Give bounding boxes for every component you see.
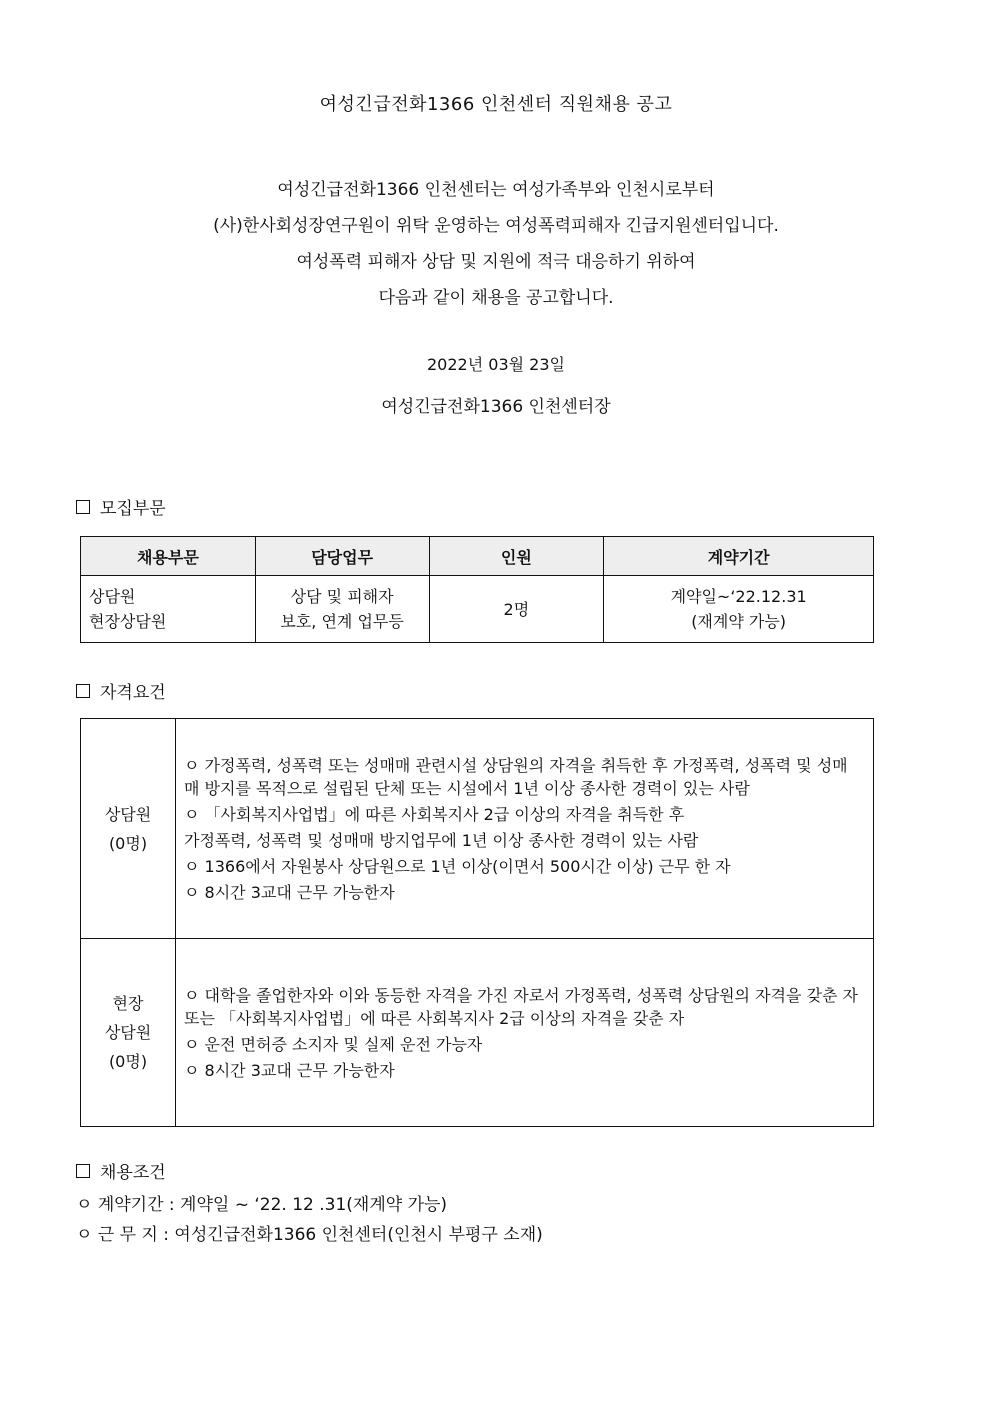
requirement-item: ㅇ 8시간 3교대 근무 가능한자 [184, 882, 395, 902]
square-bullet-icon [76, 1164, 90, 1178]
requirement-item: ㅇ 운전 면허증 소지자 및 실제 운전 가능자 [184, 1034, 483, 1054]
requirement-item: ㅇ 「사회복지사업법」에 따른 사회복지사 2급 이상의 자격을 취득한 후 [184, 804, 685, 824]
recruit-heading-text: 모집부문 [100, 499, 166, 519]
table-header-row [81, 537, 874, 576]
cell-count: 2명 [429, 576, 604, 643]
dept-line: 현장상담원 [89, 612, 167, 631]
condition-contract: ㅇ 계약기간 : 계약일 ~ ‘22. 12 .31(재계약 가능) [76, 1195, 448, 1215]
requirement-item: ㅇ 8시간 3교대 근무 가능한자 [184, 1060, 395, 1080]
document-title: 여성긴급전화1366 인천센터 직원채용 공고 [319, 94, 673, 115]
table-row [81, 939, 874, 1127]
header-duty: 담당업무 [255, 537, 429, 576]
requirement-item: ㅇ 대학을 졸업한자와 이와 동등한 자격을 가진 자로서 가정폭력, 성폭력 상담원의 자격을 갖춘 자 또는 「사회복지사업법」에 따른 사회복지사 2급 이상의 자격을 갖춘 자 [184, 985, 858, 1028]
conditions-heading-text: 채용조건 [100, 1163, 166, 1183]
recruit-section-heading [76, 494, 166, 519]
header-count: 인원 [429, 537, 604, 576]
dept-line: 상담원 [89, 587, 136, 606]
intro-line: 다음과 같이 채용을 공고합니다. [378, 288, 614, 308]
intro-line: (사)한사회성장연구원이 위탁 운영하는 여성폭력피해자 긴급지원센터입니다. [213, 216, 779, 236]
header-dept: 채용부문 [81, 537, 256, 576]
requirement-item: ㅇ 가정폭력, 성폭력 또는 성매매 관련시설 상담원의 자격을 취득한 후 가정폭력, 성폭력 및 성매매 방지를 목적으로 설립된 단체 또는 시설에서 1년 이상 종사한 경력이 있는 사람 [184, 755, 848, 798]
period-line: 계약일~‘22.12.31 [670, 587, 807, 606]
role-line: 현장 [112, 994, 144, 1013]
role-line: 상담원 [104, 1023, 152, 1042]
conditions-section-heading [76, 1158, 166, 1183]
condition-workplace: ㅇ 근 무 지 : 여성긴급전화1366 인천센터(인천시 부평구 소재) [76, 1225, 543, 1245]
cell-period [604, 576, 874, 643]
role-field-counselor [81, 939, 176, 1127]
requirement-item: 가정폭력, 성폭력 및 성매매 방지업무에 1년 이상 종사한 경력이 있는 사람 [184, 830, 699, 850]
role-counselor [81, 719, 176, 939]
qualification-table [80, 718, 874, 1127]
role-line: (0명) [108, 1052, 148, 1071]
square-bullet-icon [76, 500, 90, 514]
duty-line: 보호, 연계 업무등 [280, 612, 404, 631]
cell-duty [255, 576, 429, 643]
period-line: (재계약 가능) [691, 612, 787, 631]
intro-paragraph [0, 172, 992, 316]
issuer: 여성긴급전화1366 인천센터장 [381, 397, 611, 417]
qualification-heading-text: 자격요건 [100, 683, 166, 703]
duty-line: 상담 및 피해자 [290, 587, 394, 606]
table-row [81, 576, 874, 643]
announcement-date: 2022년 03월 23일 [427, 355, 565, 374]
requirements-field-counselor [176, 939, 874, 1127]
requirements-counselor [176, 719, 874, 939]
qualification-section-heading [76, 678, 166, 703]
cell-dept [81, 576, 256, 643]
recruit-table [80, 536, 874, 643]
header-period: 계약기간 [604, 537, 874, 576]
intro-line: 여성폭력 피해자 상담 및 지원에 적극 대응하기 위하여 [296, 252, 696, 272]
intro-line: 여성긴급전화1366 인천센터는 여성가족부와 인천시로부터 [277, 180, 715, 200]
role-line: (0명) [108, 833, 148, 853]
table-row [81, 719, 874, 939]
square-bullet-icon [76, 684, 90, 698]
role-line: 상담원 [104, 804, 152, 824]
requirement-item: ㅇ 1366에서 자원봉사 상담원으로 1년 이상(이면서 500시간 이상) 근무 한 자 [184, 856, 731, 876]
